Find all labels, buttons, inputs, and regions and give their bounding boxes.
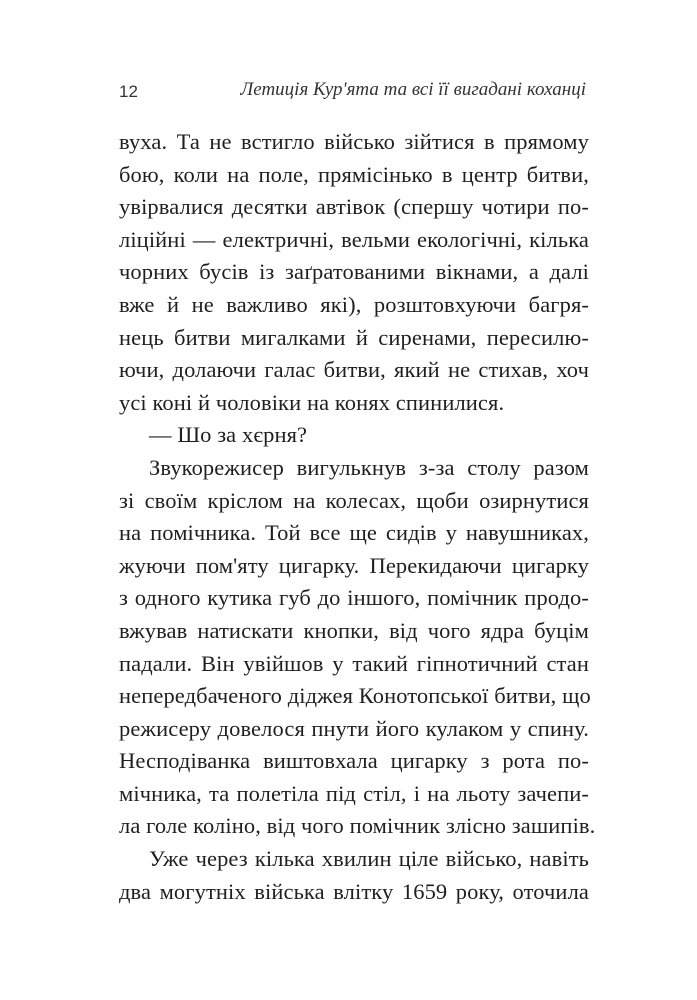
text-line: мічника, та полетіла під стіл, і на льоту зачепи- <box>119 780 589 806</box>
text-line: на помічника. Той все ще сидів у навушниках, <box>119 520 589 546</box>
text-line: Звукорежисер вигулькнув з-за столу разом <box>149 454 589 480</box>
running-head-title: Летиція Кур'ята та всі її вигадані коханці <box>240 79 586 100</box>
text-line: — Шо за хєрня? <box>149 422 308 448</box>
text-line: ючи, долаючи галас битви, який не стихав, хоч <box>119 357 589 383</box>
text-line: Уже через кілька хвилин ціле військо, навіть <box>149 846 589 872</box>
text-line: ла голе коліно, від чого помічник злісно зашипів. <box>119 813 596 839</box>
text-line: з одного кутика губ до іншого, помічник продо- <box>119 585 589 611</box>
page-number: 12 <box>119 82 138 101</box>
text-line: усі коні й чоловіки на конях спинилися. <box>119 389 505 415</box>
text-line: ліційні — електричні, вельми екологічні, кілька <box>119 226 589 252</box>
text-line: увірвалися десятки автівок (спершу чотири по- <box>119 194 589 220</box>
text-line: два могутніх війська влітку 1659 року, оточила <box>119 878 589 904</box>
text-line: режисеру довелося пнути його кулаком у спину. <box>119 715 589 741</box>
text-line: жуючи пом'яту цигарку. Перекидаючи цигарку <box>119 552 589 578</box>
text-line: чорних бусів із заґратованими вікнами, а далі <box>119 259 589 285</box>
text-line: бою, коли на поле, прямісінько в центр битви, <box>119 161 589 187</box>
text-line: Несподіванка виштовхала цигарку з рота по- <box>119 748 589 774</box>
text-line: вже й не важливо які), розштовхуючи багря- <box>119 291 589 317</box>
text-line: вжував натискати кнопки, від чого ядра буцім <box>119 617 589 643</box>
text-line: зі своїм кріслом на колесах, щоби озирнутися <box>119 487 589 513</box>
body-text <box>119 126 596 908</box>
text-line: падали. Він увійшов у такий гіпнотичний стан <box>119 650 589 676</box>
text-line: нець битви мигалками й сиренами, пересилю- <box>119 324 589 350</box>
text-line: непередбаченого діджея Конотопської битви, що <box>119 683 591 709</box>
text-line: вуха. Та не встигло військо зійтися в прямому <box>119 129 589 154</box>
